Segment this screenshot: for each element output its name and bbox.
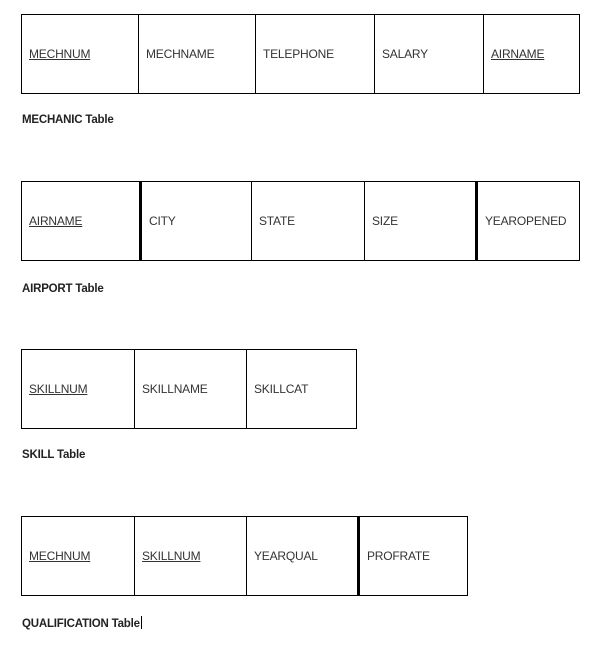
qualification-table-caption — [22, 616, 142, 630]
qualification-col-profrate: PROFRATE — [357, 517, 467, 595]
skill-col-skillnum: SKILLNUM — [29, 382, 88, 396]
skill-col-skillcat: SKILLCAT — [246, 350, 356, 428]
airport-col-yearopened: YEAROPENED — [475, 182, 579, 260]
qualification-col-skillnum: SKILLNUM — [134, 517, 246, 595]
qualification-col-mechnum: MECHNUM — [29, 549, 91, 563]
qualification-col-yearqual: YEARQUAL — [246, 517, 357, 595]
mechanic-col-telephone: TELEPHONE — [255, 15, 374, 93]
airport-col-state: STATE — [251, 182, 364, 260]
qualification-caption-text: QUALIFICATION Table — [22, 618, 140, 630]
mechanic-table-schema — [21, 14, 580, 94]
airport-table-caption: AIRPORT Table — [22, 283, 104, 295]
mechanic-table-caption: MECHANIC Table — [22, 114, 114, 126]
skill-table-caption: SKILL Table — [22, 449, 86, 461]
airport-table-schema — [21, 181, 580, 261]
skill-col-skillname: SKILLNAME — [134, 350, 246, 428]
mechanic-col-airname: AIRNAME — [483, 15, 579, 93]
mechanic-col-mechnum: MECHNUM — [29, 47, 91, 61]
airport-col-city: CITY — [139, 182, 251, 260]
mechanic-col-mechname: MECHNAME — [138, 15, 255, 93]
airport-col-size: SIZE — [364, 182, 475, 260]
skill-table-schema — [21, 349, 357, 429]
airport-col-airname: AIRNAME — [29, 214, 83, 228]
qualification-table-schema — [21, 516, 468, 596]
text-cursor — [141, 616, 142, 629]
mechanic-col-salary: SALARY — [374, 15, 483, 93]
